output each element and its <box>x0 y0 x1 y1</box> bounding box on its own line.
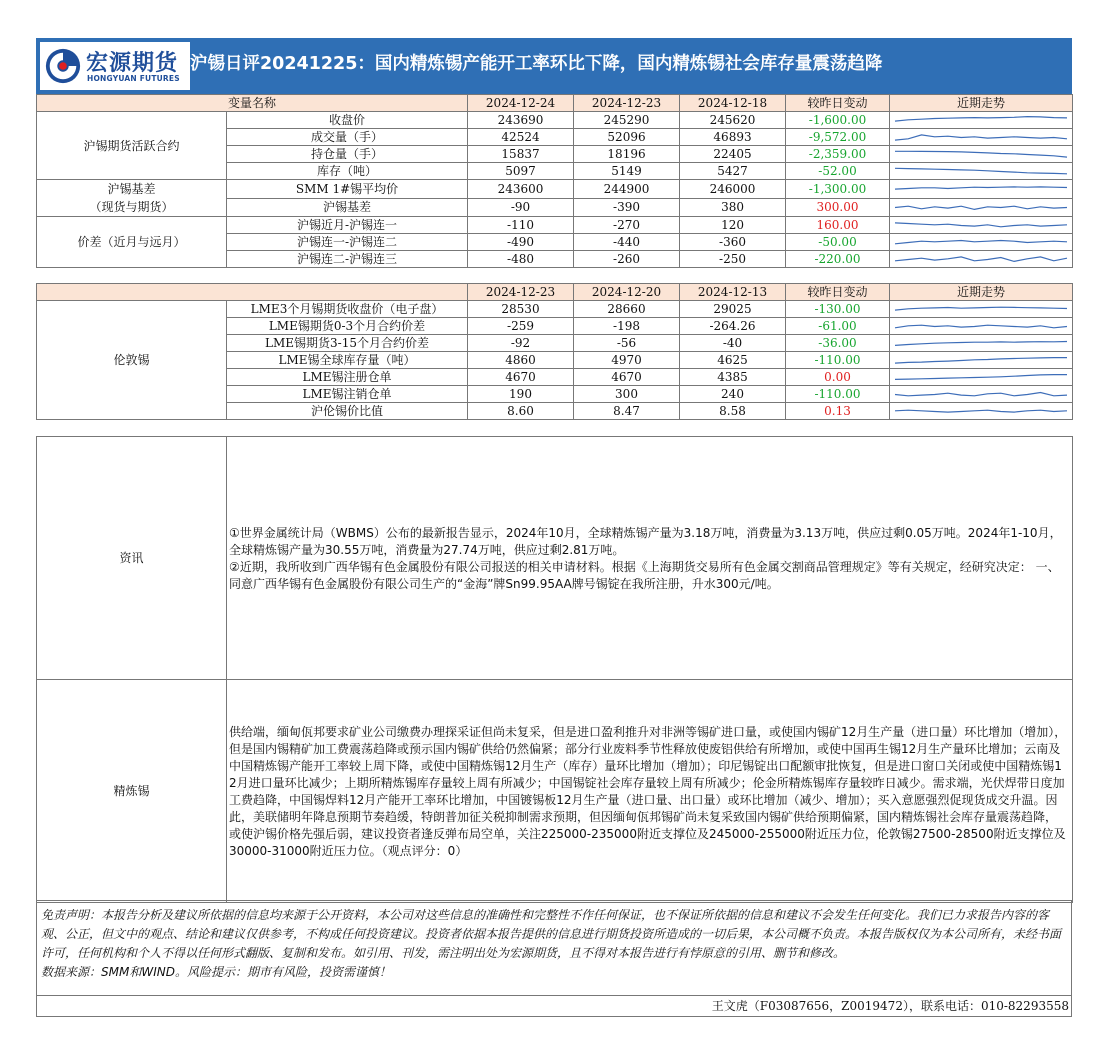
value-cell: -490 <box>468 234 574 251</box>
row-label: 持仓量（手） <box>227 146 468 163</box>
sparkline-chart <box>894 387 1068 402</box>
analysis-row <box>37 680 1073 903</box>
group-name: 价差（近月与远月） <box>77 235 186 249</box>
value-cell: -264.26 <box>680 318 786 335</box>
sparkline-series <box>895 134 1067 139</box>
sparkline-series <box>895 240 1067 243</box>
disclaimer-text: 免责声明：本报告分析及建议所依据的信息均来源于公开资料，本公司对这些信息的准确性和完整性不作任何保证，也不保证所依据的信息和建议不会发生任何变化。我们已力求报告内容的客观、公正，但文中的观点、结论和建议仅供参考，不构成任何投资建议。投资者依据本报告提供的信息进行期货投资所造成的一切后果，本公司概不负责。本报告版权仅为本公司所有，未经书面许可，任何机构和个人不得以任何形式翻版、复制和发布。如引用、刊发，需注明出处为宏源期货，且不得对本报告进行有悖原意的引用、删节和修改。 <box>41 908 1062 960</box>
row-label: 收盘价 <box>227 112 468 129</box>
trend-cell <box>890 403 1073 420</box>
news-text <box>227 437 1073 680</box>
change-cell: -1,600.00 <box>786 112 890 129</box>
value-cell: 52096 <box>574 129 680 146</box>
sparkline-chart <box>894 336 1068 351</box>
trend-cell <box>890 386 1073 403</box>
value-cell: -90 <box>468 198 574 217</box>
sparkline-chart <box>894 302 1068 317</box>
value-cell: 29025 <box>680 301 786 318</box>
sparkline-chart <box>894 218 1068 233</box>
sparkline-chart <box>894 181 1068 196</box>
sparkline-series <box>895 410 1067 412</box>
value-cell: 4670 <box>468 369 574 386</box>
trend-cell <box>890 301 1073 318</box>
group-subname: （现货与期货） <box>89 200 174 214</box>
value-cell: 4970 <box>574 352 680 369</box>
sparkline-series <box>895 116 1067 121</box>
row-label: LME锡全球库存量（吨） <box>227 352 468 369</box>
col-header-trend: 近期走势 <box>890 284 1073 301</box>
value-cell: -259 <box>468 318 574 335</box>
value-cell: 46893 <box>680 129 786 146</box>
trend-cell <box>890 129 1073 146</box>
sparkline-series <box>895 392 1067 395</box>
change-cell: 300.00 <box>786 198 890 217</box>
change-cell: -130.00 <box>786 301 890 318</box>
news-row <box>37 437 1073 680</box>
value-cell: -440 <box>574 234 680 251</box>
change-cell: 0.13 <box>786 403 890 420</box>
row-label: LME锡期货3-15个月合约价差 <box>227 335 468 352</box>
value-cell: 42524 <box>468 129 574 146</box>
col-header-date: 2024-12-18 <box>680 95 786 112</box>
value-cell: 28530 <box>468 301 574 318</box>
trend-cell <box>890 335 1073 352</box>
change-cell: -2,359.00 <box>786 146 890 163</box>
value-cell: 5427 <box>680 163 786 180</box>
sparkline-series <box>895 307 1067 310</box>
sparkline-chart <box>894 353 1068 368</box>
sparkline-chart <box>894 252 1068 267</box>
table-row <box>37 180 1073 199</box>
col-header-date: 2024-12-24 <box>468 95 574 112</box>
sparkline-series <box>895 256 1067 261</box>
value-cell: 5097 <box>468 163 574 180</box>
analysis-label: 精炼锡 <box>37 680 227 903</box>
table-row <box>37 112 1073 129</box>
analysis-text <box>227 680 1073 903</box>
trend-cell <box>890 146 1073 163</box>
value-cell: 380 <box>680 198 786 217</box>
group-name: 沪锡基差 <box>107 182 156 196</box>
value-cell: -360 <box>680 234 786 251</box>
value-cell: 245290 <box>574 112 680 129</box>
value-cell: -390 <box>574 198 680 217</box>
row-label: 沪锡近月-沪锡连一 <box>227 217 468 234</box>
table-header-row <box>37 284 1073 301</box>
sparkline-series <box>895 187 1067 189</box>
table-header-row <box>37 95 1073 112</box>
value-cell: 4670 <box>574 369 680 386</box>
row-label: 成交量（手） <box>227 129 468 146</box>
trend-cell <box>890 217 1073 234</box>
change-cell: 160.00 <box>786 217 890 234</box>
sparkline-chart <box>894 113 1068 128</box>
row-label: 库存（吨） <box>227 163 468 180</box>
value-cell: 244900 <box>574 180 680 199</box>
value-cell: 246000 <box>680 180 786 199</box>
sparkline-chart <box>894 404 1068 419</box>
group-label: 伦敦锡 <box>37 301 227 420</box>
report-sheet <box>36 38 1072 1017</box>
col-header-date: 2024-12-23 <box>468 284 574 301</box>
value-cell: 22405 <box>680 146 786 163</box>
sparkline-series <box>895 168 1067 174</box>
sparkline-chart <box>894 147 1068 162</box>
value-cell: -250 <box>680 251 786 268</box>
change-cell: -110.00 <box>786 352 890 369</box>
value-cell: 15837 <box>468 146 574 163</box>
change-cell: -9,572.00 <box>786 129 890 146</box>
london-tin-table <box>36 283 1073 420</box>
news-paragraph: ①世界金属统计局（WBMS）公布的最新报告显示，2024年10月，全球精炼锡产量为3.18万吨，消费量为3.13万吨，供应过剩0.05万吨。2024年1-10月，全球精炼锡产量为30.55万吨，消费量为27.74万吨，供应过剩2.81万吨。 ②近期，我所收到广西华锡有色金属股份有限公司报送的相关申请材料。根据《上海期货交易所有色金属交割商品管理规定》等有关规定，经研究决定： 一、同意广西华锡有色金属股份有限公司生产的“金海”牌Sn99.95AA牌号锡锭在我所注册，升水300元/吨。 <box>229 526 1062 591</box>
sparkline-chart <box>894 319 1068 334</box>
value-cell: 4625 <box>680 352 786 369</box>
change-cell: -52.00 <box>786 163 890 180</box>
group-label <box>37 217 227 268</box>
value-cell: 18196 <box>574 146 680 163</box>
col-header-trend: 近期走势 <box>890 95 1073 112</box>
group-label <box>37 180 227 217</box>
col-header-blank <box>37 284 468 301</box>
table-row <box>37 217 1073 234</box>
report-header <box>36 38 1072 94</box>
value-cell: 4385 <box>680 369 786 386</box>
value-cell: 300 <box>574 386 680 403</box>
sparkline-chart <box>894 164 1068 179</box>
value-cell: 8.60 <box>468 403 574 420</box>
row-label: 沪锡连二-沪锡连三 <box>227 251 468 268</box>
value-cell: -92 <box>468 335 574 352</box>
col-header-date: 2024-12-13 <box>680 284 786 301</box>
value-cell: -110 <box>468 217 574 234</box>
change-cell: -36.00 <box>786 335 890 352</box>
row-label: 沪锡基差 <box>227 198 468 217</box>
value-cell: 245620 <box>680 112 786 129</box>
col-header-date: 2024-12-20 <box>574 284 680 301</box>
value-cell: 190 <box>468 386 574 403</box>
change-cell: -50.00 <box>786 234 890 251</box>
value-cell: -260 <box>574 251 680 268</box>
news-label: 资讯 <box>37 437 227 680</box>
change-cell: -110.00 <box>786 386 890 403</box>
change-cell: -220.00 <box>786 251 890 268</box>
sparkline-chart <box>894 370 1068 385</box>
hongyuan-logo-icon <box>44 47 82 85</box>
trend-cell <box>890 198 1073 217</box>
logo-chinese-name: 宏源期货 <box>86 51 179 76</box>
value-cell: 5149 <box>574 163 680 180</box>
commentary-table <box>36 436 1073 903</box>
sparkline-series <box>895 357 1067 363</box>
value-cell: -198 <box>574 318 680 335</box>
table-row <box>37 301 1073 318</box>
sparkline-chart <box>894 200 1068 215</box>
value-cell: 28660 <box>574 301 680 318</box>
value-cell: 240 <box>680 386 786 403</box>
trend-cell <box>890 318 1073 335</box>
col-header-change: 较昨日变动 <box>786 95 890 112</box>
group-name: 沪锡期货活跃合约 <box>83 138 180 153</box>
value-cell: -480 <box>468 251 574 268</box>
domestic-tin-table <box>36 94 1073 268</box>
row-label: SMM 1#锡平均价 <box>227 180 468 199</box>
group-label <box>37 112 227 180</box>
row-label: LME锡注销仓单 <box>227 386 468 403</box>
row-label: 沪锡连一-沪锡连二 <box>227 234 468 251</box>
value-cell: 8.58 <box>680 403 786 420</box>
trend-cell <box>890 234 1073 251</box>
data-source-text: 数据来源：SMM和WIND。风险提示：期市有风险，投资需谨慎！ <box>41 965 391 979</box>
sparkline-series <box>895 325 1067 328</box>
value-cell: -40 <box>680 335 786 352</box>
trend-cell <box>890 112 1073 129</box>
report-title: 沪锡日评20241225：国内精炼锡产能开工率环比下降，国内精炼锡社会库存量震荡趋降 <box>190 54 883 74</box>
col-header-change: 较昨日变动 <box>786 284 890 301</box>
change-cell: -1,300.00 <box>786 180 890 199</box>
value-cell: -56 <box>574 335 680 352</box>
trend-cell <box>890 352 1073 369</box>
value-cell: 243690 <box>468 112 574 129</box>
trend-cell <box>890 251 1073 268</box>
row-label: LME3个月锡期货收盘价（电子盘） <box>227 301 468 318</box>
trend-cell <box>890 163 1073 180</box>
sparkline-series <box>895 151 1067 157</box>
analyst-signature: 王文虎（F03087656，Z0019472），联系电话：010-82293558 <box>36 996 1072 1017</box>
value-cell: 8.47 <box>574 403 680 420</box>
sparkline-chart <box>894 235 1068 250</box>
company-logo <box>40 42 190 90</box>
analysis-paragraph: 供给端，缅甸佤邦要求矿业公司缴费办理探采证但尚未复采，但是进口盈利推升对非洲等锡矿进口量，或使国内锡矿12月生产量（进口量）环比增加（增加），但是国内锡精矿加工费震荡趋降或预示国内锡矿供给仍然偏紧；部分行业废料季节性释放使废铝供给有所增加，或使中国再生锡12月生产量环比增加；云南及中国精炼锡产能开工率较上周下降，或使中国精炼锡12月生产（库存）量环比增加（增加）；印尼锡锭出口配额审批恢复，但是进口窗口关闭或使中国精炼锡12月进口量环比减少；上期所精炼锡库存量较上周有所减少；中国锡锭社会库存量较上周有所减少；伦金所精炼锡库存量较昨日减少。需求端，光伏焊带日度加工费趋降，中国锡焊料12月产能开工率环比增加，中国镀锡板12月生产量（进口量、出口量）或环比增加（减少、增加）；买入意愿强烈促现货成交升温。因此，美联储明年降息预期节奏趋缓，特朗普加征关税抑制需求预期，但因缅甸佤邦锡矿尚未复采致国内锡矿供给预期偏紧，国内精炼锡社会库存量震荡趋降，或使沪锡价格先强后弱，建议投资者逢反弹布局空单，关注225000-235000附近支撑位及245000-255000附近压力位，伦敦锡27500-28500附近支撑位及30000-31000附近压力位。（观点评分：0） <box>229 725 1067 858</box>
row-label: 沪伦锡价比值 <box>227 403 468 420</box>
value-cell: 120 <box>680 217 786 234</box>
logo-english-name: HONGYUAN FUTURES <box>87 74 180 83</box>
value-cell: 243600 <box>468 180 574 199</box>
disclaimer <box>36 900 1072 996</box>
row-label: LME锡注册仓单 <box>227 369 468 386</box>
sparkline-series <box>895 206 1067 209</box>
sparkline-series <box>895 341 1067 345</box>
change-cell: -61.00 <box>786 318 890 335</box>
col-header-variable: 变量名称 <box>37 95 468 112</box>
sparkline-series <box>895 374 1067 379</box>
change-cell: 0.00 <box>786 369 890 386</box>
value-cell: -270 <box>574 217 680 234</box>
value-cell: 4860 <box>468 352 574 369</box>
sparkline-series <box>895 222 1067 226</box>
trend-cell <box>890 180 1073 199</box>
sparkline-chart <box>894 130 1068 145</box>
col-header-date: 2024-12-23 <box>574 95 680 112</box>
trend-cell <box>890 369 1073 386</box>
row-label: LME锡期货0-3个月合约价差 <box>227 318 468 335</box>
